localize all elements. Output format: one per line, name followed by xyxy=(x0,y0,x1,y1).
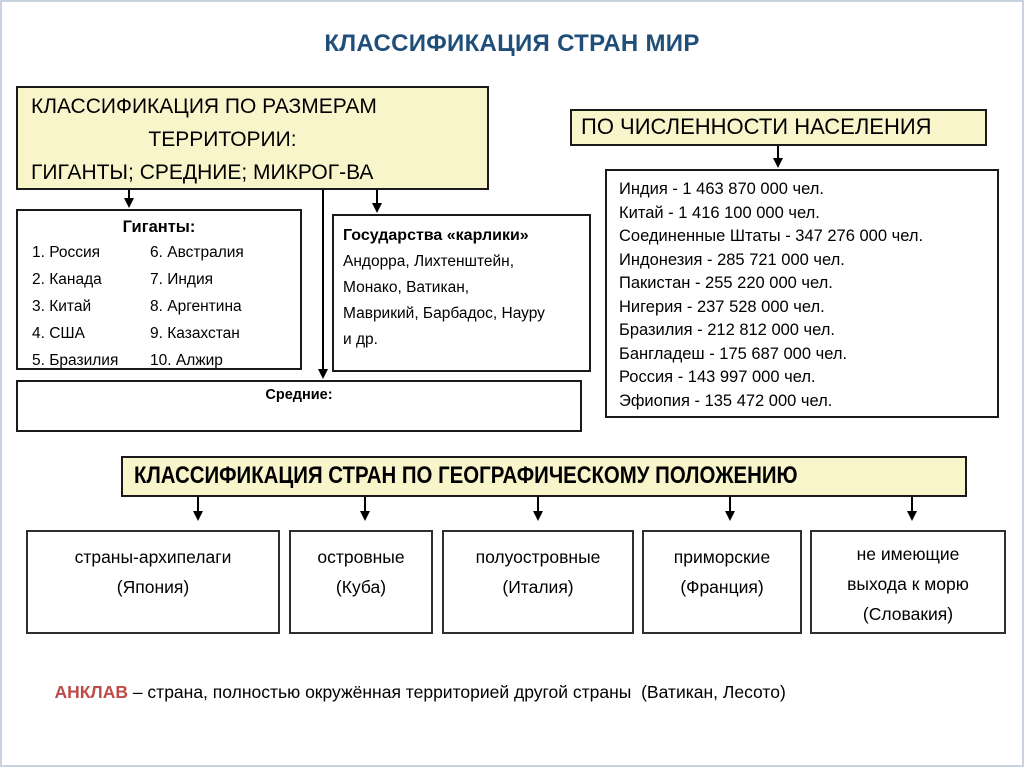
category-line: страны-архипелаги xyxy=(74,547,232,567)
giants-column-2 xyxy=(150,239,244,374)
medium-countries-title: Средние: xyxy=(265,387,333,403)
category-line: (Словакия) xyxy=(862,604,954,624)
population-list-item: Китай - 1 416 100 000 чел. xyxy=(619,203,820,222)
population-list-item: Индия - 1 463 870 000 чел. xyxy=(619,180,824,198)
population-list-item: Индонезия - 285 721 000 чел. xyxy=(619,250,845,269)
population-list-item: Бразилия - 212 812 000 чел. xyxy=(619,321,835,339)
category-line: (Франция) xyxy=(680,577,764,597)
population-list-item: Пакистан - 255 220 000 чел. xyxy=(619,274,833,292)
dwarf-states-list xyxy=(343,249,583,353)
giants-list-item: 6. Австралия xyxy=(150,244,244,261)
giants-list-item: 2. Канада xyxy=(32,271,102,288)
giants-box xyxy=(16,209,302,370)
giants-list-item: 7. Индия xyxy=(150,271,214,288)
giants-columns xyxy=(18,239,300,374)
category-box-island xyxy=(289,530,433,634)
population-header-box xyxy=(570,109,987,146)
giants-list-item: 9. Казахстан xyxy=(150,325,240,342)
category-line: полуостровные xyxy=(475,547,601,567)
population-header-label: ПО ЧИСЛЕННОСТИ НАСЕЛЕНИЯ xyxy=(581,114,932,139)
category-box-coastal xyxy=(642,530,802,634)
population-list-item: Соединенные Штаты - 347 276 000 чел. xyxy=(619,227,924,245)
category-line: выхода к морю xyxy=(847,574,969,594)
dwarf-states-line: Маврикий, Барбадос, Науру xyxy=(343,305,545,322)
population-list-box xyxy=(605,169,999,418)
giants-list-item: 8. Аргентина xyxy=(150,298,242,315)
territory-size-header-box xyxy=(16,86,489,190)
giants-list-item: 5. Бразилия xyxy=(32,352,119,369)
dwarf-states-line: и др. xyxy=(343,331,378,348)
medium-countries-box xyxy=(16,380,582,432)
giants-list-item: 3. Китай xyxy=(32,298,92,315)
giants-list-item: 1. Россия xyxy=(32,244,101,261)
territory-size-header-line: ТЕРРИТОРИИ: xyxy=(148,128,297,151)
category-box-peninsular xyxy=(442,530,634,634)
geographic-classification-label: КЛАССИФИКАЦИЯ СТРАН ПО ГЕОГРАФИЧЕСКОМУ ПОЛОЖЕНИЮ xyxy=(134,462,798,489)
giants-title: Гиганты: xyxy=(122,218,196,236)
giants-list-item: 10. Алжир xyxy=(150,352,223,369)
dwarf-states-title: Государства «карлики» xyxy=(343,227,529,244)
category-line: не имеющие xyxy=(856,544,960,564)
page-title: КЛАССИФИКАЦИЯ СТРАН МИР xyxy=(324,30,700,57)
category-box-archipelago xyxy=(26,530,280,634)
category-line: (Италия) xyxy=(502,577,574,597)
category-line: приморские xyxy=(673,547,771,567)
enclave-definition-text: – страна, полностью окружённая территорией другой страны (Ватикан, Лесото) xyxy=(127,682,786,702)
category-line: (Куба) xyxy=(335,577,387,597)
territory-size-header-line: КЛАССИФИКАЦИЯ ПО РАЗМЕРАМ xyxy=(31,95,377,118)
dwarf-states-line: Андорра, Лихтенштейн, xyxy=(343,253,515,270)
category-line: островные xyxy=(317,547,405,567)
population-list-item: Нигерия - 237 528 000 чел. xyxy=(619,297,825,316)
enclave-definition xyxy=(35,661,786,724)
geographic-classification-header-box xyxy=(121,456,967,497)
category-box-landlocked xyxy=(810,530,1006,634)
enclave-term: АНКЛАВ xyxy=(54,682,128,702)
population-list-item: Бангладеш - 175 687 000 чел. xyxy=(619,344,848,363)
territory-size-header-line: ГИГАНТЫ; СРЕДНИЕ; МИКРОГ-ВА xyxy=(31,161,374,184)
dwarf-states-line: Монако, Ватикан, xyxy=(343,279,470,296)
population-list-item: Эфиопия - 135 472 000 чел. xyxy=(619,391,833,410)
population-list-item: Россия - 143 997 000 чел. xyxy=(619,368,816,386)
category-line: (Япония) xyxy=(116,577,190,597)
giants-list-item: 4. США xyxy=(32,325,85,342)
dwarf-states-box xyxy=(332,214,591,372)
giants-column-1 xyxy=(32,239,150,374)
